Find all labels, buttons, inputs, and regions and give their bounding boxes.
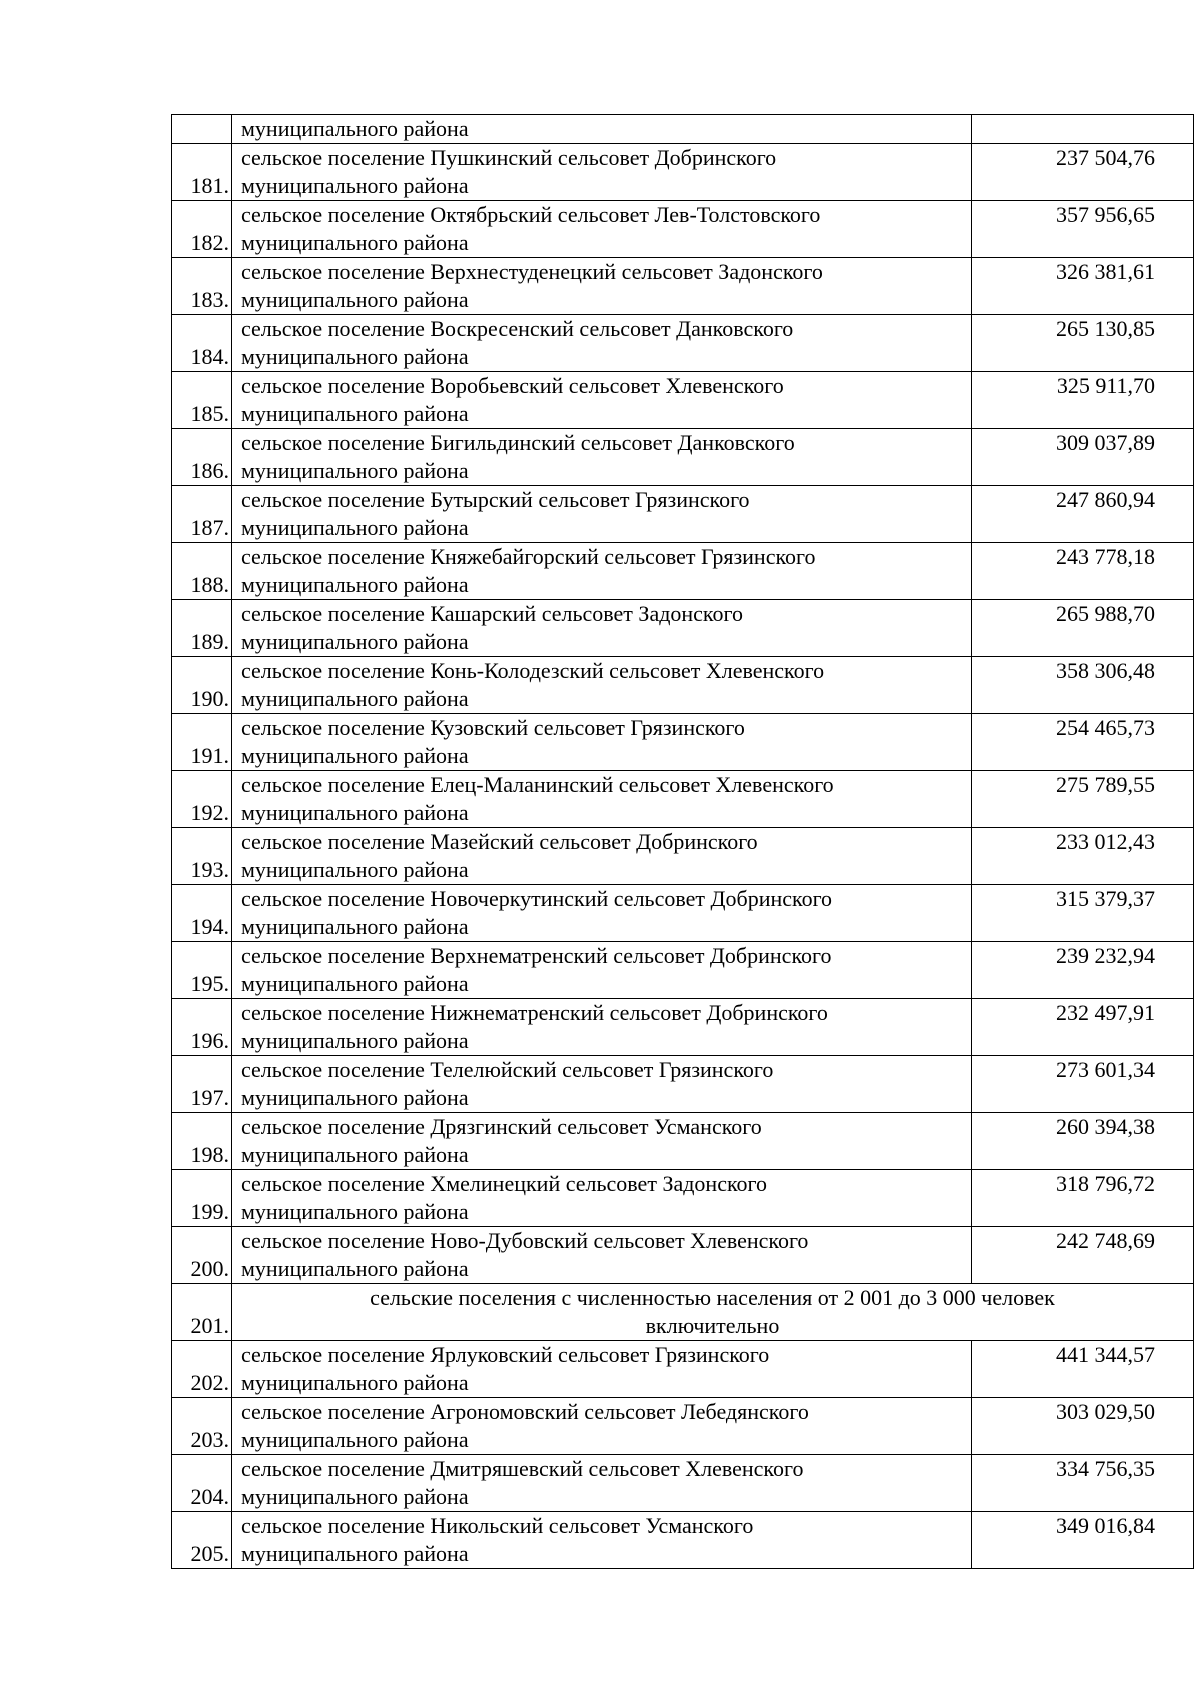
settlement-name bbox=[232, 1512, 972, 1569]
row-number: 190. bbox=[172, 657, 232, 714]
settlement-name-line1: сельское поселение Верхнематренский сельсовет Добринского bbox=[241, 943, 832, 968]
row-number: 194. bbox=[172, 885, 232, 942]
amount: 303 029,50 bbox=[972, 1398, 1194, 1455]
settlement-name-line2: муниципального района bbox=[241, 572, 469, 597]
table-row bbox=[172, 657, 1194, 714]
settlement-name-line1: сельское поселение Бигильдинский сельсовет Данковского bbox=[241, 430, 795, 455]
row-number: 197. bbox=[172, 1056, 232, 1113]
settlement-name-line1: сельское поселение Никольский сельсовет Усманского bbox=[241, 1513, 754, 1538]
row-number: 181. bbox=[172, 144, 232, 201]
settlement-name bbox=[232, 600, 972, 657]
table-row bbox=[172, 999, 1194, 1056]
settlement-name bbox=[232, 258, 972, 315]
settlement-name-line2: муниципального района bbox=[241, 1085, 469, 1110]
table-row bbox=[172, 942, 1194, 999]
row-number: 191. bbox=[172, 714, 232, 771]
amount: 275 789,55 bbox=[972, 771, 1194, 828]
row-number: 183. bbox=[172, 258, 232, 315]
settlement-name-line1: сельское поселение Нижнематренский сельсовет Добринского bbox=[241, 1000, 828, 1025]
settlement-name bbox=[232, 1056, 972, 1113]
row-number bbox=[172, 115, 232, 144]
settlement-name-line2: муниципального района bbox=[241, 857, 469, 882]
settlement-name bbox=[232, 429, 972, 486]
settlement-name-line2: муниципального района bbox=[241, 458, 469, 483]
settlement-name-line2: муниципального района bbox=[241, 1142, 469, 1167]
section-heading bbox=[232, 1284, 1194, 1341]
settlement-name-line1: сельское поселение Кашарский сельсовет Задонского bbox=[241, 601, 743, 626]
table-row bbox=[172, 1455, 1194, 1512]
settlement-name-line1: сельское поселение Дрязгинский сельсовет Усманского bbox=[241, 1114, 762, 1139]
settlement-name-line1: сельское поселение Мазейский сельсовет Добринского bbox=[241, 829, 758, 854]
row-number: 196. bbox=[172, 999, 232, 1056]
settlement-name-line2: муниципального района bbox=[241, 1199, 469, 1224]
settlement-name bbox=[232, 1455, 972, 1512]
amount: 326 381,61 bbox=[972, 258, 1194, 315]
settlement-name-line2: муниципального района bbox=[241, 800, 469, 825]
settlement-name-line2: муниципального района bbox=[241, 515, 469, 540]
settlement-name-line1: сельское поселение Воскресенский сельсовет Данковского bbox=[241, 316, 794, 341]
row-number: 200. bbox=[172, 1227, 232, 1284]
settlement-name bbox=[232, 1227, 972, 1284]
settlement-name-line2: муниципального района bbox=[241, 914, 469, 939]
settlement-name bbox=[232, 1113, 972, 1170]
table-body bbox=[172, 115, 1194, 1569]
table-row bbox=[172, 315, 1194, 372]
amount: 325 911,70 bbox=[972, 372, 1194, 429]
allocation-table bbox=[171, 114, 1194, 1569]
amount: 265 988,70 bbox=[972, 600, 1194, 657]
settlement-name-line1: сельское поселение Пушкинский сельсовет Добринского bbox=[241, 145, 777, 170]
settlement-name-line2: муниципального района bbox=[241, 1484, 469, 1509]
row-number: 184. bbox=[172, 315, 232, 372]
section-heading-line2: включительно bbox=[645, 1313, 780, 1338]
settlement-name-line2: муниципального района bbox=[241, 1541, 469, 1566]
settlement-name-line1: сельское поселение Хмелинецкий сельсовет Задонского bbox=[241, 1171, 768, 1196]
amount: 265 130,85 bbox=[972, 315, 1194, 372]
row-number: 188. bbox=[172, 543, 232, 600]
settlement-name bbox=[232, 201, 972, 258]
settlement-name bbox=[232, 144, 972, 201]
table-row bbox=[172, 486, 1194, 543]
settlement-name-line1: сельское поселение Телелюйский сельсовет Грязинского bbox=[241, 1057, 774, 1082]
table-row bbox=[172, 372, 1194, 429]
table-row bbox=[172, 429, 1194, 486]
row-number: 189. bbox=[172, 600, 232, 657]
settlement-name-line1: сельское поселение Агрономовский сельсовет Лебедянского bbox=[241, 1399, 809, 1424]
section-row bbox=[172, 1284, 1194, 1341]
row-number: 185. bbox=[172, 372, 232, 429]
amount: 260 394,38 bbox=[972, 1113, 1194, 1170]
settlement-name-line1: сельское поселение Елец-Маланинский сельсовет Хлевенского bbox=[241, 772, 834, 797]
row-number: 192. bbox=[172, 771, 232, 828]
amount: 239 232,94 bbox=[972, 942, 1194, 999]
section-heading-line1: сельские поселения с численностью населения от 2 001 до 3 000 человек bbox=[370, 1285, 1055, 1310]
table-row bbox=[172, 543, 1194, 600]
settlement-name-line2: муниципального района bbox=[241, 1370, 469, 1395]
row-number: 204. bbox=[172, 1455, 232, 1512]
settlement-name: муниципального района bbox=[232, 115, 972, 144]
settlement-name bbox=[232, 1170, 972, 1227]
row-number: 187. bbox=[172, 486, 232, 543]
amount: 315 379,37 bbox=[972, 885, 1194, 942]
table-row bbox=[172, 1056, 1194, 1113]
row-number: 182. bbox=[172, 201, 232, 258]
settlement-name-line1: сельское поселение Ярлуковский сельсовет Грязинского bbox=[241, 1342, 770, 1367]
amount: 233 012,43 bbox=[972, 828, 1194, 885]
settlement-name-line1: сельское поселение Княжебайгорский сельсовет Грязинского bbox=[241, 544, 816, 569]
settlement-name bbox=[232, 372, 972, 429]
settlement-name bbox=[232, 486, 972, 543]
row-number: 193. bbox=[172, 828, 232, 885]
amount: 237 504,76 bbox=[972, 144, 1194, 201]
table-row bbox=[172, 144, 1194, 201]
settlement-name-line2: муниципального района bbox=[241, 173, 469, 198]
settlement-name bbox=[232, 315, 972, 372]
row-number: 203. bbox=[172, 1398, 232, 1455]
settlement-name-line2: муниципального района bbox=[241, 401, 469, 426]
amount: 273 601,34 bbox=[972, 1056, 1194, 1113]
table-row bbox=[172, 1341, 1194, 1398]
settlement-name-line1: сельское поселение Бутырский сельсовет Грязинского bbox=[241, 487, 750, 512]
amount: 232 497,91 bbox=[972, 999, 1194, 1056]
table-row bbox=[172, 258, 1194, 315]
amount: 242 748,69 bbox=[972, 1227, 1194, 1284]
table-row bbox=[172, 714, 1194, 771]
settlement-name-line1: сельское поселение Октябрьский сельсовет Лев-Толстовского bbox=[241, 202, 821, 227]
settlement-name bbox=[232, 999, 972, 1056]
amount: 358 306,48 bbox=[972, 657, 1194, 714]
amount: 254 465,73 bbox=[972, 714, 1194, 771]
row-number: 195. bbox=[172, 942, 232, 999]
row-number: 199. bbox=[172, 1170, 232, 1227]
settlement-name-line2: муниципального района bbox=[241, 971, 469, 996]
row-number: 186. bbox=[172, 429, 232, 486]
table-row bbox=[172, 1398, 1194, 1455]
row-number: 198. bbox=[172, 1113, 232, 1170]
settlement-name-line1: сельское поселение Воробьевский сельсовет Хлевенского bbox=[241, 373, 784, 398]
settlement-name-line1: сельское поселение Верхнестуденецкий сельсовет Задонского bbox=[241, 259, 823, 284]
amount: 349 016,84 bbox=[972, 1512, 1194, 1569]
amount: 243 778,18 bbox=[972, 543, 1194, 600]
settlement-name-line2: муниципального района bbox=[241, 1256, 469, 1281]
amount: 247 860,94 bbox=[972, 486, 1194, 543]
settlement-name-line1: сельское поселение Дмитряшевский сельсовет Хлевенского bbox=[241, 1456, 804, 1481]
amount: 309 037,89 bbox=[972, 429, 1194, 486]
table-row bbox=[172, 828, 1194, 885]
settlement-name-line2: муниципального района bbox=[241, 287, 469, 312]
settlement-name bbox=[232, 942, 972, 999]
settlement-name bbox=[232, 828, 972, 885]
settlement-name bbox=[232, 714, 972, 771]
settlement-name bbox=[232, 543, 972, 600]
table-row bbox=[172, 1227, 1194, 1284]
table-row bbox=[172, 600, 1194, 657]
settlement-name-line2: муниципального района bbox=[241, 1427, 469, 1452]
settlement-name-line2: муниципального района bbox=[241, 230, 469, 255]
amount: 334 756,35 bbox=[972, 1455, 1194, 1512]
settlement-name-line2: муниципального района bbox=[241, 743, 469, 768]
settlement-name-line1: сельское поселение Кузовский сельсовет Грязинского bbox=[241, 715, 745, 740]
row-number: 202. bbox=[172, 1341, 232, 1398]
table-row bbox=[172, 1113, 1194, 1170]
table-row bbox=[172, 201, 1194, 258]
table-row bbox=[172, 115, 1194, 144]
table-row bbox=[172, 1170, 1194, 1227]
settlement-name-line2: муниципального района bbox=[241, 629, 469, 654]
settlement-name-line2: муниципального района bbox=[241, 1028, 469, 1053]
settlement-name bbox=[232, 1398, 972, 1455]
table-row bbox=[172, 885, 1194, 942]
settlement-name-line1: сельское поселение Конь-Колодезский сельсовет Хлевенского bbox=[241, 658, 825, 683]
amount: 357 956,65 bbox=[972, 201, 1194, 258]
amount bbox=[972, 115, 1194, 144]
settlement-name bbox=[232, 885, 972, 942]
settlement-name-line2: муниципального района bbox=[241, 344, 469, 369]
table-row bbox=[172, 1512, 1194, 1569]
amount: 318 796,72 bbox=[972, 1170, 1194, 1227]
settlement-name-line2: муниципального района bbox=[241, 686, 469, 711]
settlement-name bbox=[232, 1341, 972, 1398]
amount: 441 344,57 bbox=[972, 1341, 1194, 1398]
row-number: 205. bbox=[172, 1512, 232, 1569]
settlement-name bbox=[232, 771, 972, 828]
settlement-name-line1: сельское поселение Новочеркутинский сельсовет Добринского bbox=[241, 886, 833, 911]
settlement-name-line1: сельское поселение Ново-Дубовский сельсовет Хлевенского bbox=[241, 1228, 809, 1253]
row-number: 201. bbox=[172, 1284, 232, 1341]
table-row bbox=[172, 771, 1194, 828]
settlement-name bbox=[232, 657, 972, 714]
